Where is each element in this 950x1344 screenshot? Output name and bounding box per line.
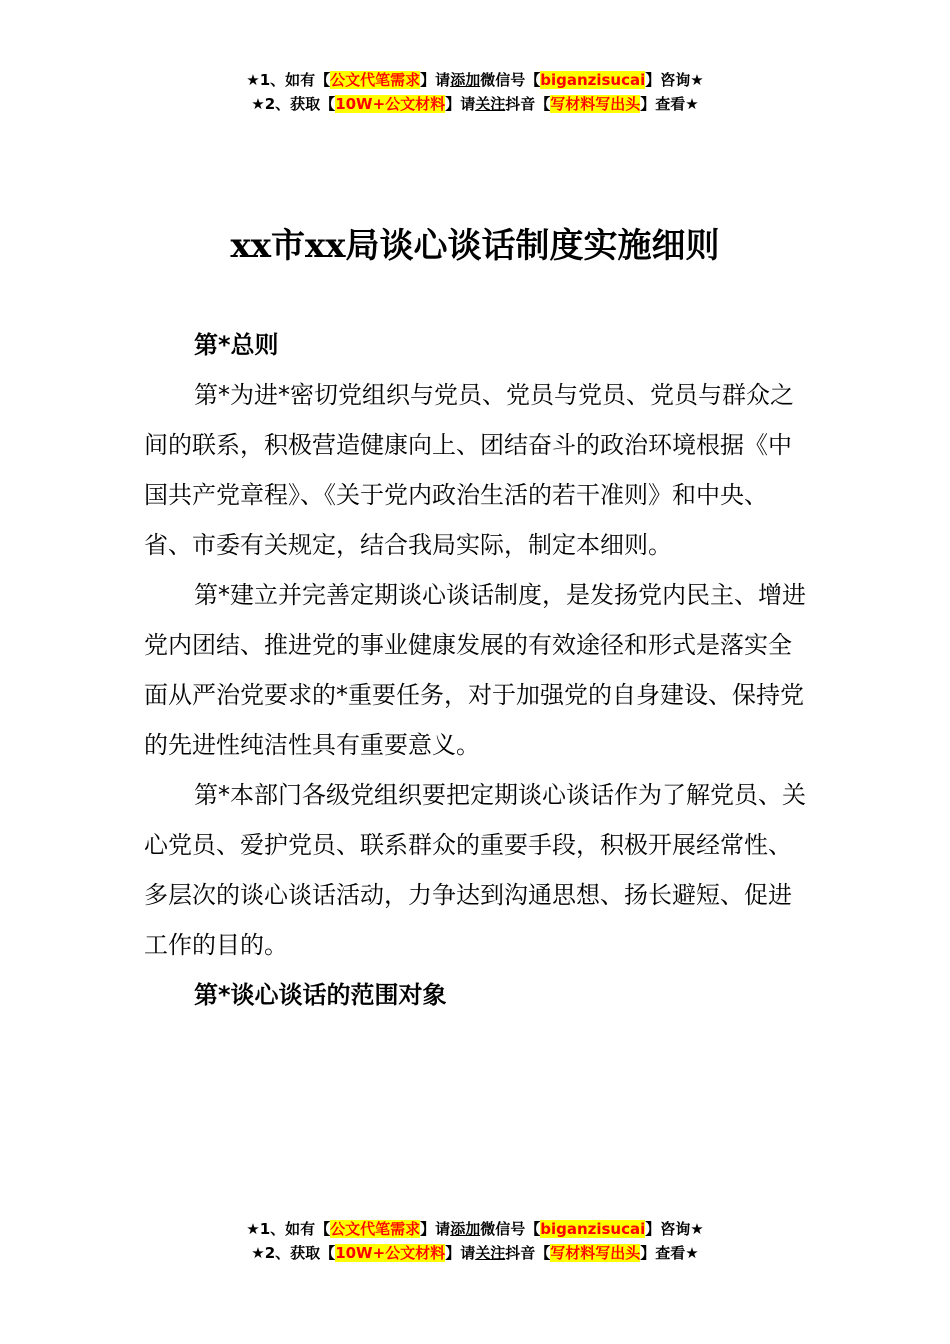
banner-highlight: 写材料写出头 — [550, 95, 641, 113]
banner-line-1 — [0, 68, 950, 92]
banner-text: 】请 — [445, 95, 476, 113]
banner-line-2 — [0, 92, 950, 116]
banner-text: ★2、获取【 — [251, 1244, 336, 1262]
banner-text: 】咨询★ — [645, 1220, 704, 1238]
banner-underline: 添加 — [450, 1220, 481, 1238]
banner-text: 抖音【 — [505, 1244, 551, 1262]
banner-text: 】咨询★ — [645, 71, 704, 89]
banner-line-1 — [0, 1217, 950, 1241]
footer-banner — [0, 1217, 950, 1265]
header-banner — [0, 68, 950, 116]
banner-text: ★1、如有【 — [246, 1220, 331, 1238]
banner-line-2 — [0, 1241, 950, 1265]
banner-text: 微信号【 — [480, 71, 541, 89]
banner-highlight: biganzisucai — [540, 1220, 646, 1238]
banner-highlight: 10W+公文材料 — [335, 1244, 446, 1262]
section-heading: 第*谈心谈话的范围对象 — [194, 981, 447, 1009]
banner-highlight: 写材料写出头 — [550, 1244, 641, 1262]
banner-underline: 关注 — [475, 1244, 506, 1262]
banner-highlight: 公文代笔需求 — [330, 1220, 421, 1238]
banner-text: 】请 — [420, 71, 451, 89]
banner-text: 】请 — [445, 1244, 476, 1262]
banner-underline: 关注 — [475, 95, 506, 113]
banner-text: ★2、获取【 — [251, 95, 336, 113]
banner-highlight: 公文代笔需求 — [330, 71, 421, 89]
banner-highlight: 10W+公文材料 — [335, 95, 446, 113]
section-heading: 第*总则 — [194, 331, 279, 359]
banner-text: 】查看★ — [640, 95, 699, 113]
banner-highlight: biganzisucai — [540, 71, 646, 89]
banner-text: 】请 — [420, 1220, 451, 1238]
body-paragraph: 第*为进*密切党组织与党员、党员与党员、党员与群众之间的联系，积极营造健康向上、团结奋斗的政治环境根据《中国共产党章程》、《关于党内政治生活的若干准则》和中央、省、市委有关规定，结合我局实际，制定本细则。 — [144, 381, 794, 559]
banner-text: 微信号【 — [480, 1220, 541, 1238]
document-body — [144, 320, 812, 1020]
body-paragraph: 第*建立并完善定期谈心谈话制度，是发扬党内民主、增进党内团结、推进党的事业健康发展的有效途径和形式是落实全面从严治党要求的*重要任务，对于加强党的自身建设、保持党的先进性纯洁性具有重要意义。 — [144, 581, 806, 759]
body-paragraph: 第*本部门各级党组织要把定期谈心谈话作为了解党员、关心党员、爱护党员、联系群众的重要手段，积极开展经常性、多层次的谈心谈话活动，力争达到沟通思想、扬长避短、促进工作的目的。 — [144, 781, 806, 959]
banner-underline: 添加 — [450, 71, 481, 89]
banner-text: 】查看★ — [640, 1244, 699, 1262]
banner-text: ★1、如有【 — [246, 71, 331, 89]
document-title: xx市xx局谈心谈话制度实施细则 — [230, 226, 720, 266]
banner-text: 抖音【 — [505, 95, 551, 113]
